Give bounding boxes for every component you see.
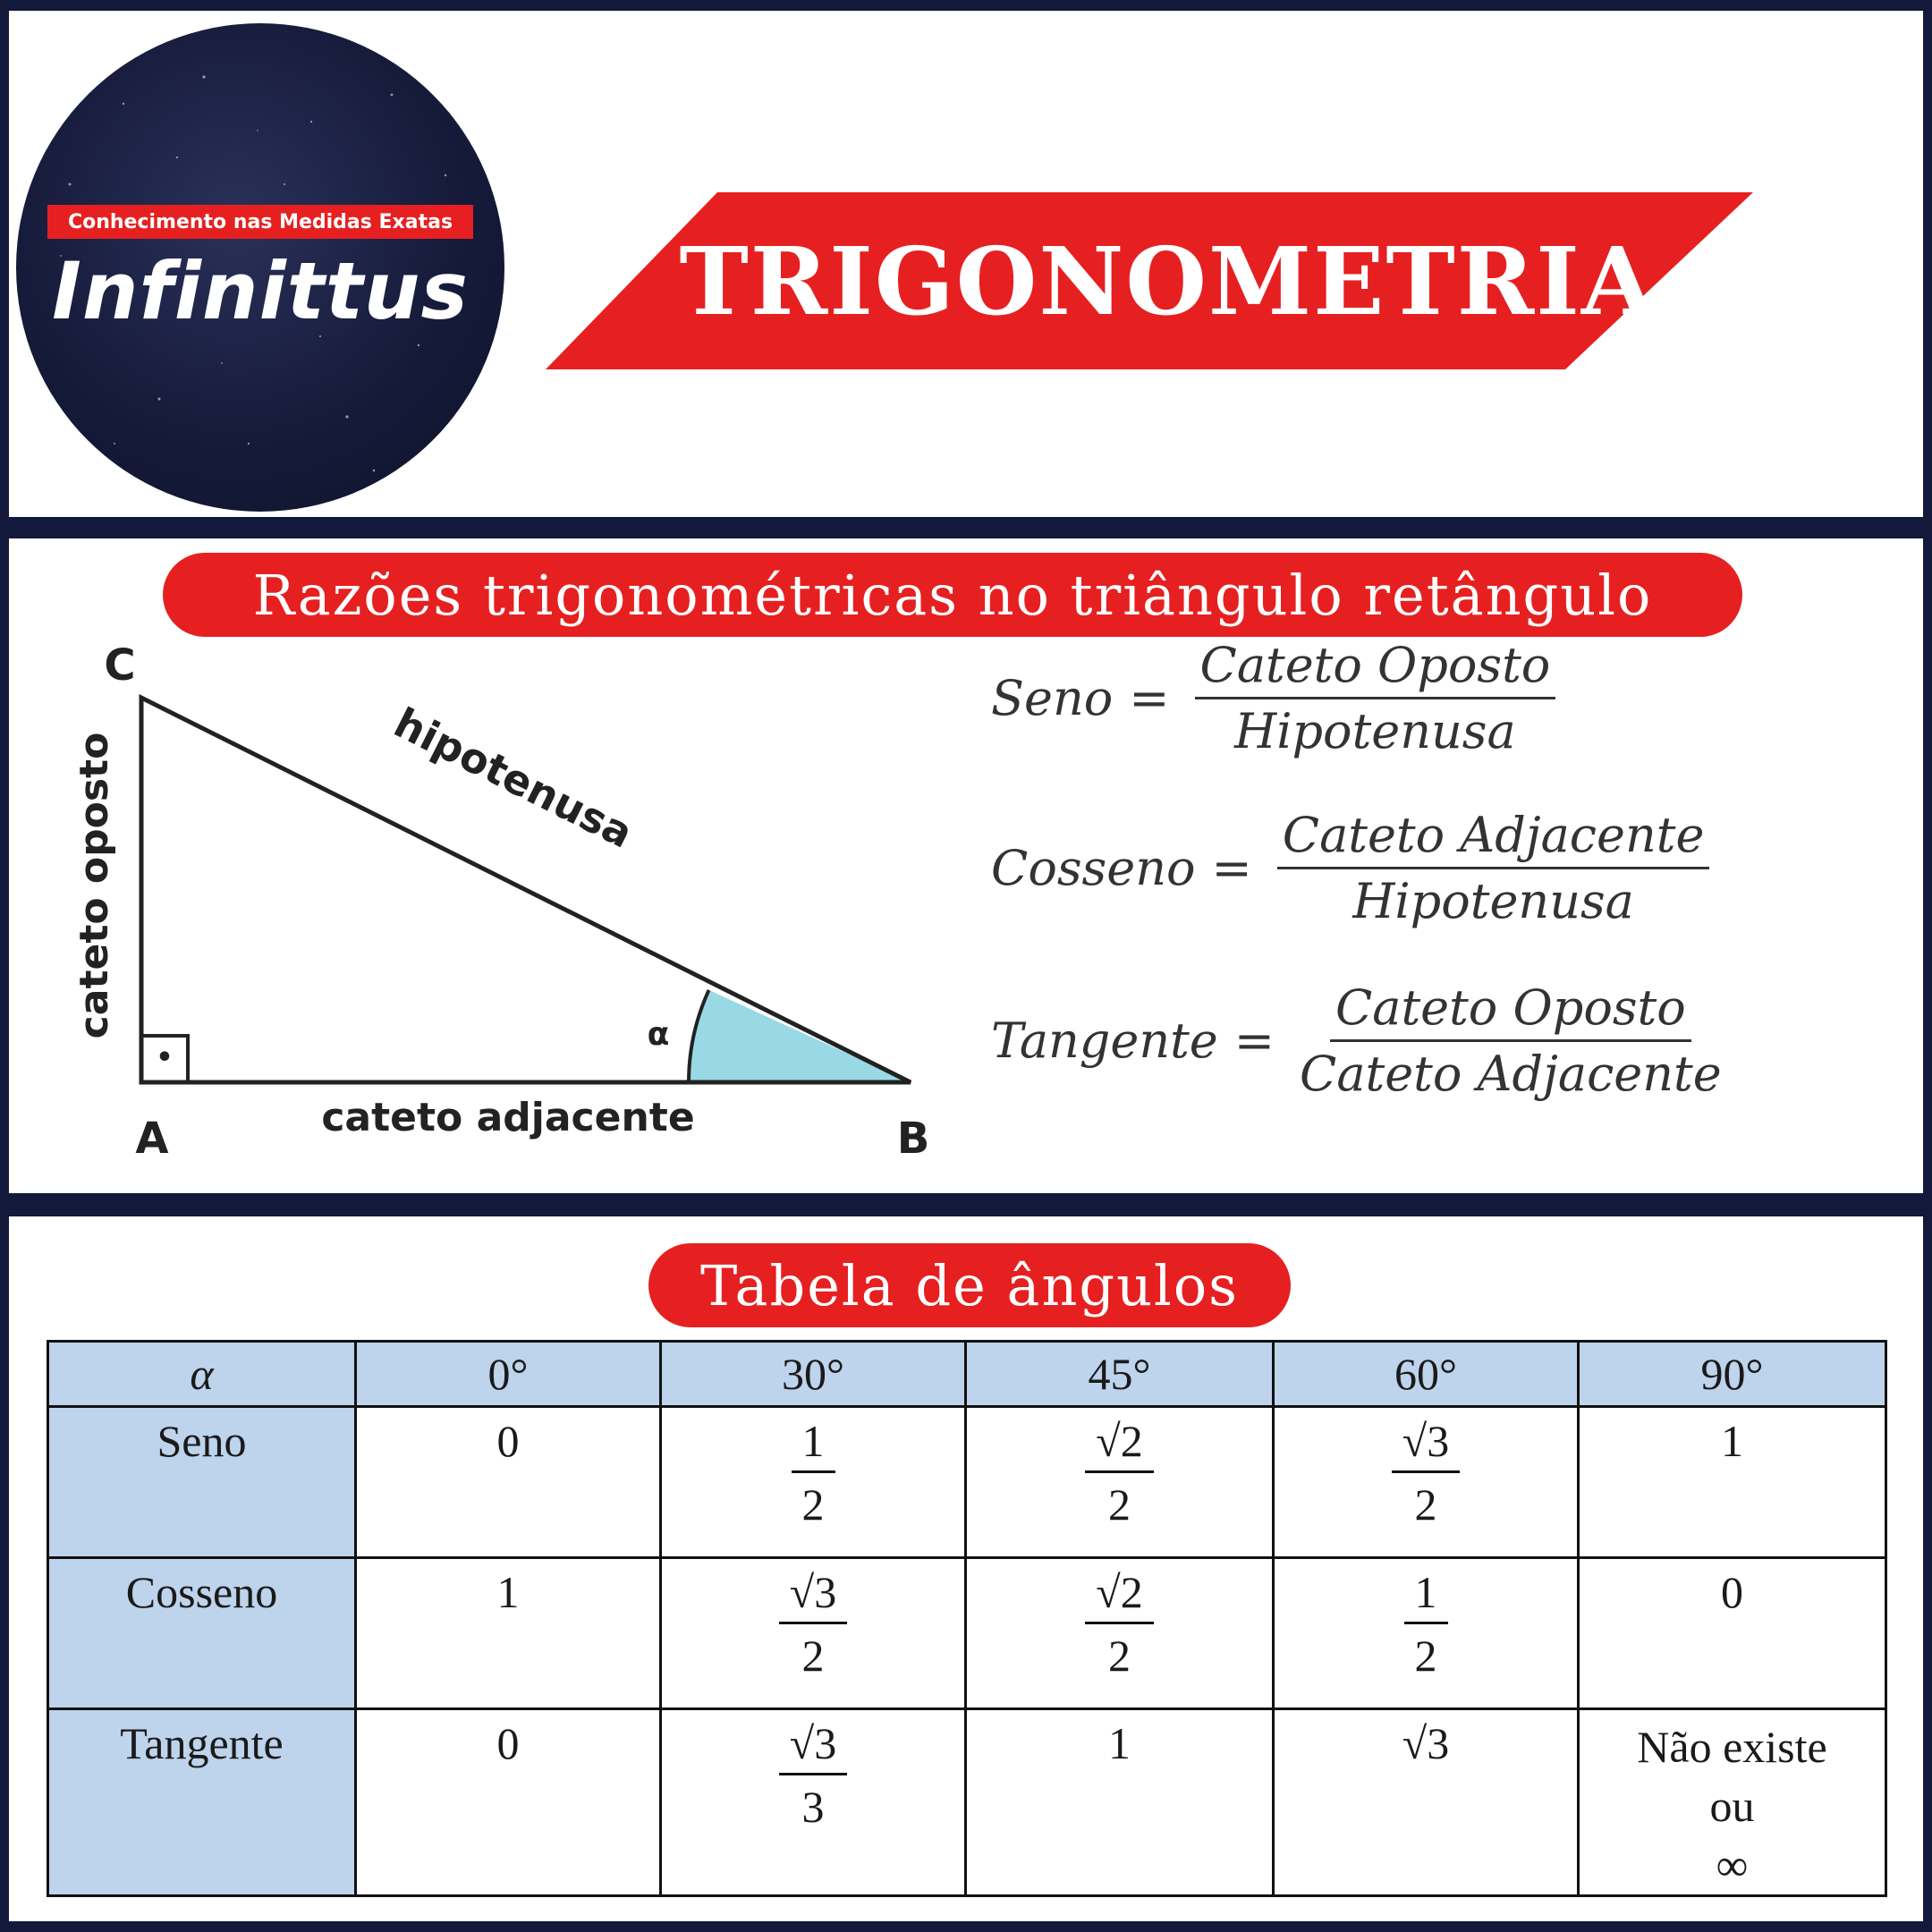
logo-name: Infinittus [52, 245, 469, 337]
tangent-name: Tangente [991, 1013, 1218, 1069]
cell-seno-60 [1274, 1407, 1579, 1558]
right-triangle-diagram [63, 637, 957, 1174]
cell-tangente-60: √3 [1274, 1709, 1579, 1896]
cell-cosseno-0: 1 [356, 1558, 661, 1709]
tangent-denominator: Cateto Adjacente [1300, 1046, 1722, 1102]
cell-tangente-90 [1579, 1709, 1886, 1896]
right-angle-dot: • [156, 1042, 174, 1073]
fraction-numerator: √3 [1392, 1415, 1460, 1473]
page-title: TRIGONOMETRIA [679, 225, 1656, 336]
cell-seno-30 [661, 1407, 966, 1558]
opposite-side-label: cateto oposto [72, 732, 117, 1039]
triangle-outline [141, 698, 911, 1082]
fraction-denominator: 2 [1414, 1631, 1437, 1681]
cosine-numerator: Cateto Adjacente [1277, 807, 1710, 869]
vertex-a-label: A [135, 1114, 169, 1164]
fraction-numerator: √3 [779, 1566, 847, 1624]
undefined-text: Não existe [1637, 1722, 1827, 1772]
angle-table-panel [9, 1216, 1923, 1921]
angle-table-section-title: Tabela de ângulos [648, 1243, 1291, 1327]
header-panel [9, 11, 1923, 517]
vertex-c-label: C [104, 640, 136, 691]
fraction-numerator: √2 [1085, 1415, 1153, 1473]
cell-tangente-30 [661, 1709, 966, 1896]
vertex-b-label: B [896, 1114, 930, 1164]
row-label-cosseno: Cosseno [48, 1558, 356, 1709]
fraction-numerator: 1 [1404, 1566, 1448, 1624]
infinity-symbol: ∞ [1716, 1840, 1749, 1890]
sine-numerator: Cateto Oposto [1195, 637, 1556, 699]
fraction-numerator: √2 [1085, 1566, 1153, 1624]
cell-cosseno-30 [661, 1558, 966, 1709]
row-label-tangente: Tangente [48, 1709, 356, 1896]
table-header-row [48, 1342, 1886, 1407]
cosine-name: Cosseno [991, 840, 1196, 896]
fraction-denominator: 2 [801, 1631, 825, 1681]
tangent-formula [991, 979, 1722, 1102]
or-text: ou [1709, 1781, 1755, 1831]
tangent-fraction [1300, 979, 1722, 1102]
sine-denominator: Hipotenusa [1234, 703, 1516, 759]
angle-header-0: 0° [356, 1342, 661, 1407]
angle-header-30: 30° [661, 1342, 966, 1407]
table-row-cosseno [48, 1558, 1886, 1709]
cosine-fraction [1277, 807, 1710, 929]
tangent-numerator: Cateto Oposto [1330, 979, 1691, 1042]
angle-header-90: 90° [1579, 1342, 1886, 1407]
fraction-denominator: 2 [1107, 1631, 1131, 1681]
table-corner-alpha: α [48, 1342, 356, 1407]
hypotenuse-label: hipotenusa [386, 698, 640, 858]
cell-cosseno-60 [1274, 1558, 1579, 1709]
cell-seno-0: 0 [356, 1407, 661, 1558]
cosine-formula [991, 807, 1709, 929]
infinittus-logo [16, 23, 504, 512]
angle-header-45: 45° [966, 1342, 1274, 1407]
equals-sign: = [1211, 840, 1252, 896]
row-label-seno: Seno [48, 1407, 356, 1558]
angle-header-60: 60° [1274, 1342, 1579, 1407]
ratios-panel [9, 538, 1923, 1193]
ratios-section-title: Razões trigonométricas no triângulo retângulo [163, 553, 1742, 637]
cell-tangente-0: 0 [356, 1709, 661, 1896]
cell-seno-90: 1 [1579, 1407, 1886, 1558]
cosine-denominator: Hipotenusa [1352, 873, 1634, 929]
fraction-denominator: 2 [1107, 1479, 1131, 1530]
table-row-seno [48, 1407, 1886, 1558]
sine-fraction [1195, 637, 1556, 759]
fraction-numerator: √3 [779, 1717, 847, 1775]
equals-sign: = [1233, 1013, 1275, 1069]
cell-cosseno-90: 0 [1579, 1558, 1886, 1709]
fraction-numerator: 1 [792, 1415, 835, 1473]
cell-cosseno-45 [966, 1558, 1274, 1709]
fraction-denominator: 2 [801, 1479, 825, 1530]
sine-name: Seno [991, 670, 1114, 726]
angle-alpha-wedge [689, 990, 911, 1082]
logo-tagline: Conhecimento nas Medidas Exatas [47, 205, 473, 239]
equals-sign: = [1129, 670, 1170, 726]
table-row-tangente [48, 1709, 1886, 1896]
adjacent-side-label: cateto adjacente [321, 1095, 695, 1140]
cell-tangente-45: 1 [966, 1709, 1274, 1896]
angle-alpha-label: α [647, 1016, 670, 1053]
fraction-denominator: 2 [1414, 1479, 1437, 1530]
sine-formula [991, 637, 1555, 759]
cell-seno-45 [966, 1407, 1274, 1558]
fraction-denominator: 3 [801, 1782, 825, 1832]
angle-table [47, 1340, 1887, 1897]
